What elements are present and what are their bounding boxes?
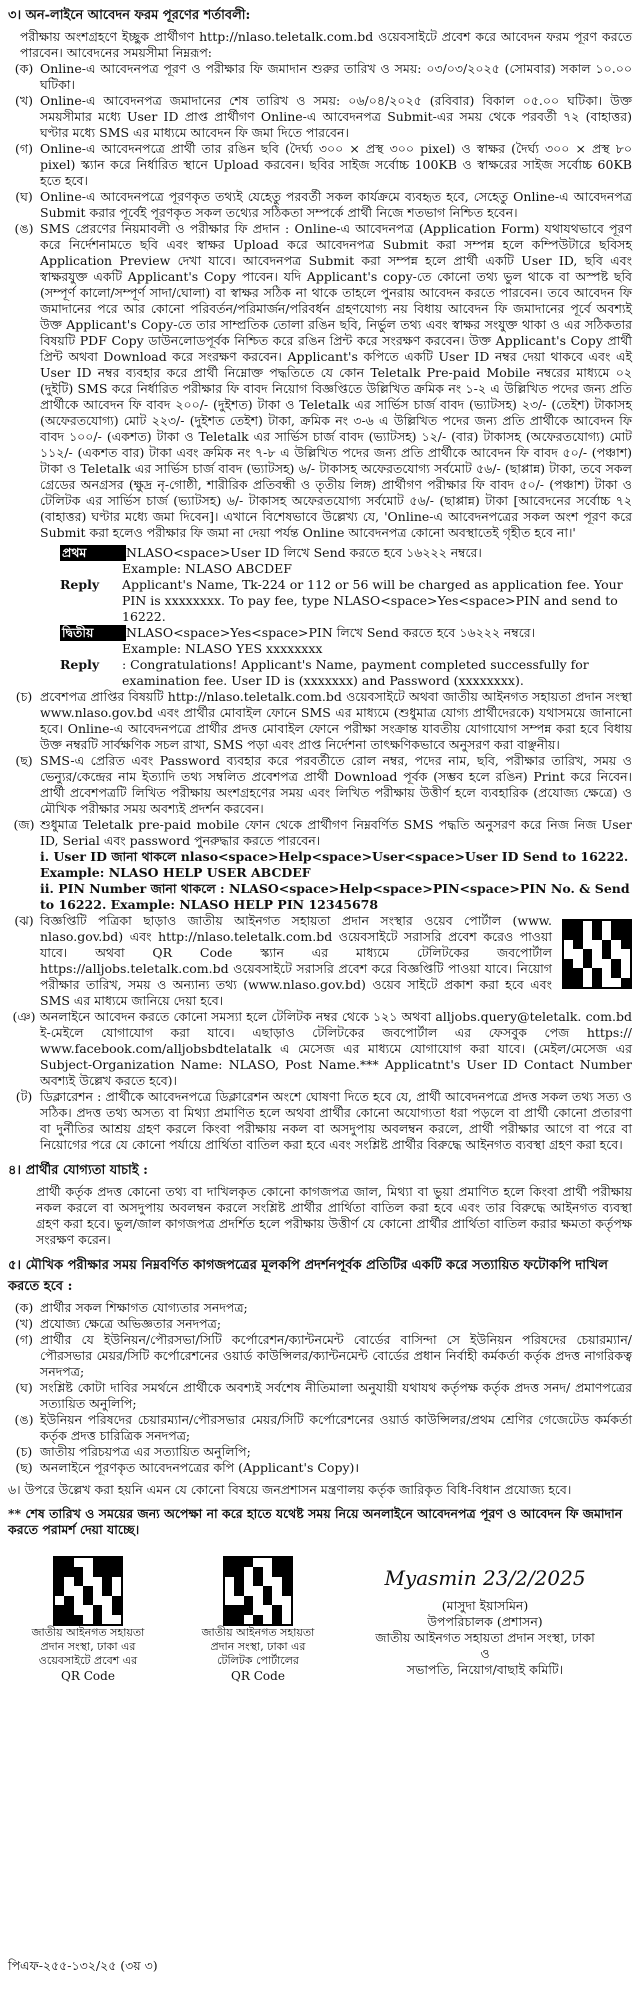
list-item <box>8 1332 632 1380</box>
recover-pin: ii. PIN Number জানা থাকলে : NLASO<space>Help<space>PIN<space>PIN No. & Send to 16222. Example: NLASO HELP PIN 12345678 <box>40 881 630 912</box>
sms-2-line: NLASO<space>Yes<space>PIN লিখে Send করতে হবে ১৬২২২ নম্বরে। <box>126 625 536 640</box>
list-item <box>8 1300 632 1316</box>
section-4-text: প্রার্থী কর্তৃক প্রদত্ত কোনো তথ্য বা দাখিলকৃত কোনো কাগজপত্র জাল, মিথ্যা বা ভুয়া প্রমাণিত হলে কিংবা প্রার্থী পরীক্ষায় নকল করলে বা অসদুপায় অবলম্বন করলে সংশ্লিষ্ট প্রার্থীর প্রার্থিতা বাতিল করা হবে এবং তার বিরুদ্ধে আইনগত ব্যবস্থা গ্রহণ করা হবে। ভুল/জাল কাগজপত্র প্রদর্শিত হলে পরীক্ষায় উত্তীর্ণ যে কোনো প্রার্থীর প্রার্থিতা বাতিল করার ক্ষমতা কর্তৃপক্ষ সংরক্ষণ করেন। <box>36 1184 632 1247</box>
item-label: (জ) <box>13 817 35 832</box>
sms-1-line: NLASO<space>User ID লিখে Send করতে হবে ১৬২২২ নম্বরে। <box>126 545 482 560</box>
sms-2-reply: : Congratulations! Applicant's Name, payment completed successfully for examination fee. User ID is (xxxxxxx) and Password (xxxxxxxx). <box>122 657 589 688</box>
section-6-text: ৬। উপরে উল্লেখ করা হয়নি এমন যে কোনো বিষয়ে জনপ্রশাসন মন্ত্রণালয় কর্তৃক জারিকৃত বিধি-বিধান প্রযোজ্য হবে। <box>8 1482 572 1497</box>
list-item <box>8 913 552 1009</box>
qr-right-icon <box>198 1556 318 1626</box>
list-item <box>8 1412 632 1444</box>
item-label: (ঘ) <box>15 1380 33 1395</box>
qr-right-caption-3: QR Code <box>231 1669 285 1683</box>
item-label: (চ) <box>15 1444 33 1459</box>
item-label: (ট) <box>15 1089 33 1104</box>
item-label: (গ) <box>15 141 33 156</box>
item-label: (গ) <box>15 1332 33 1347</box>
list-item <box>8 689 632 753</box>
item-text: প্রার্থীর যে ইউনিয়ন/পৌরসভা/সিটি কর্পোরেশন/ক্যান্টনমেন্ট বোর্ডের বাসিন্দা সে ইউনিয়ন পরিষদের চেয়ারম্যান/ পৌরসভার মেয়র/সিটি কর্পোরেশনের ওয়ার্ড কাউন্সিলর/ক্যান্টনমেন্ট বোর্ডের প্রধান নির্বাহী কর্মকর্তা কর্তৃক প্রদত্ত নাগরিকত্ব সনদপত্র; <box>40 1332 632 1379</box>
item-label: (ঝ) <box>14 913 34 928</box>
notice-page <box>8 4 632 1776</box>
section-5-heading: ৫। মৌখিক পরীক্ষার সময় নিম্নবর্ণিত কাগজপত্রের মূলকপি প্রদর্শনপূর্বক প্রতিটির একটি করে সত্যায়িত ফটোকপি দাখিল করতে হবে : <box>8 1258 608 1294</box>
qr-left-block <box>28 1556 148 1684</box>
item-label: (ছ) <box>15 1460 33 1475</box>
item-text: Online-এ আবেদনপত্র পূরণ ও পরীক্ষার ফি জমাদান শুরুর তারিখ ও সময়: ০৩/০৩/২০২৫ (সোমবার) সকাল ১০.০০ ঘটিকা। <box>40 61 632 92</box>
signatory-title: উপপরিচালক (প্রশাসন) <box>427 1614 543 1629</box>
list-item <box>8 61 632 93</box>
item-text: ইউনিয়ন পরিষদের চেয়ারম্যান/পৌরসভার মেয়র/সিটি কর্পোরেশনের ওয়ার্ড কাউন্সিলর/প্রথম শ্রেণির গেজেটেড কর্মকর্তা কর্তৃক প্রদত্ত চারিত্রিক সনদপত্র; <box>40 1412 632 1443</box>
sms-1-reply-label: Reply <box>60 577 100 592</box>
handwritten-signature: Myasmin 23/2/2025 <box>384 1566 586 1590</box>
section-3-heading: ৩। অন-লাইনে আবেদন ফরম পূরণের শর্তাবলী: <box>8 8 251 23</box>
item-text: Online-এ আবেদনপত্রে প্রার্থী তার রঙিন ছবি (দৈর্ঘ্য ৩০০ × প্রস্থ ৩০০ pixel) ও স্বাক্ষর (দৈর্ঘ্য ৩০০ × প্রস্থ ৮০ pixel) স্ক্যান করে নির্ধারিত স্থানে Upload করবেন। ছবির সাইজ সর্বোচ্চ 100KB ও স্বাক্ষরের সাইজ সর্বোচ্চ 60KB হতে হবে। <box>40 141 632 188</box>
signatory-name: (মাসুদা ইয়াসমিন) <box>441 1598 529 1613</box>
sms-2-tag: দ্বিতীয় SMS: <box>60 625 126 641</box>
qr-left-caption-3: QR Code <box>61 1669 115 1683</box>
advice-note: ** শেষ তারিখ ও সময়ের জন্য অপেক্ষা না করে হাতে যথেষ্ট সময় নিয়ে অনলাইনে আবেদনপত্র পূরণ ও আবেদন ফি জমাদান করতে পরামর্শ দেয়া যাচ্ছে। <box>8 1506 623 1537</box>
item-text: ডিক্লারেশন : প্রার্থীকে আবেদনপত্রে ডিক্লারেশন অংশে ঘোষণা দিতে হবে যে, প্রার্থী আবেদনপত্রে প্রদত্ত সকল তথ্য সত্য ও সঠিক। প্রদত্ত তথ্য অসত্য বা মিথ্যা প্রমাণিত হলে অথবা প্রার্থীর কোনো অযোগ্যতা ধরা পড়লে বা প্রার্থী কোনো প্রতারণা বা দুর্নীতির আশ্রয় গ্রহণ করলে কিংবা পরীক্ষায় নকল বা অসদুপায় অবলম্বন করলে, প্রার্থী পরীক্ষার আগে বা পরে বা নিয়োগের পরে যে কোনো পর্যায়ে প্রার্থিতা বাতিল করা হবে এবং সংশ্লিষ্ট প্রার্থীর বিরুদ্ধে আইনগত ব্যবস্থা গ্রহণ করা হবে। <box>40 1089 632 1152</box>
list-item <box>8 1316 632 1332</box>
list-item <box>8 221 632 541</box>
item-text: বিজ্ঞপ্তিটি পত্রিকা ছাড়াও জাতীয় আইনগত সহায়তা প্রদান সংস্থার ওয়েব পোর্টাল (www. nlaso.gov.bd) এবং http://nlaso.teletalk.com.bd ওয়েবসাইটে সরাসরি প্রবেশ করেও পাওয়া যাবে। অথবা QR Code স্ক্যান এর মাধ্যমে টেলিটকের জবপোর্টাল https://alljobs.teletalk.com.bd ওয়েবসাইটে সরাসরি প্রবেশ করে বিজ্ঞপ্তিটি পাওয়া যাবে। নিয়োগ পরীক্ষার তারিখ, সময় ও অন্যান্য তথ্য (www.nlaso.gov.bd) ওয়েব সাইটে প্রকাশ করা হবে এবং SMS এর মাধ্যমে জানিয়ে দেয়া হবে। <box>40 913 552 1008</box>
item-label: (ক) <box>14 1300 34 1315</box>
item-text: শুধুমাত্র Teletalk pre-paid mobile ফোন থেকে প্রার্থীগণ নিম্নবর্ণিত SMS পদ্ধতি অনুসরণ করে নিজ নিজ User ID, Serial এবং password পুনরুদ্ধার করতে পারবেন। <box>40 817 632 848</box>
item-label: (ঘ) <box>15 189 33 204</box>
document-ref: পিএফ-২৫৫-১৩২/২৫ (৩য় ৩) <box>8 1958 158 1973</box>
item-label: (খ) <box>15 1316 33 1331</box>
list-item <box>8 141 632 189</box>
item-label: (ছ) <box>15 753 33 768</box>
qr-right-block <box>198 1556 318 1684</box>
item-text: জাতীয় পরিচয়পত্র এর সত্যায়িত অনুলিপি; <box>40 1444 251 1459</box>
item-label: (ঙ) <box>14 221 34 236</box>
sms-2-example: Example: NLASO YES xxxxxxxx <box>122 641 323 656</box>
list-item <box>8 93 632 141</box>
recover-user-id: i. User ID জানা থাকলে nlaso<space>Help<space>User<space>User ID Send to 16222. Example: NLASO HELP USER ABCDEF <box>40 849 629 880</box>
item-text: SMS প্রেরণের নিয়মাবলী ও পরীক্ষার ফি প্রদান : Online-এ আবেদনপত্র (Application Form) যথাযথভাবে পূরণ করে নির্দেশনামতে ছবি এবং স্বাক্ষর Upload করে আবেদনপত্র Submit করা সম্পন্ন হলে কম্পিউটারে ছবিসহ Application Preview দেখা যাবে। আবেদনপত্র Submit করা সম্পন্ন হলে প্রার্থী একটি User ID, ছবি এবং স্বাক্ষরযুক্ত একটি Applicant's Copy পাবেন। যদি Applicant's copy-তে কোনো তথ্য ভুল থাকে বা অস্পষ্ট ছবি (সম্পূর্ণ কালো/সম্পূর্ণ সাদা/ঘোলা) বা স্বাক্ষর সঠিক না থাকে তাহলে পুনরায় আবেদন করতে পারবেন। তবে আবেদন ফি জমাদানের পরে আর কোনো পরিবর্তন/পরিমার্জন/পরিবর্ধন গ্রহণযোগ্য নয় বিধায় আবেদন ফি জমাদানের পূর্বে অবশ্যই উক্ত Applicant's Copy-তে তার সাম্প্রতিক তোলা রঙিন ছবি, নির্ভুল তথ্য এবং স্বাক্ষর সংযুক্ত থাকা ও এর সঠিকতার বিষয়টি PDF Copy ডাউনলোডপূর্বক নিশ্চিত করে রঙিন প্রিন্ট করে সংরক্ষণ করবেন। উক্ত Applicant's Copy প্রার্থী প্রিন্ট অথবা Download করে সংরক্ষণ করবেন। Applicant's কপিতে একটি User ID নম্বর দেয়া থাকবে এবং এই User ID নম্বর ব্যবহার করে প্রার্থী নিম্নোক্ত পদ্ধতিতে যে কোন Teletalk Pre-paid Mobile নম্বরের মাধ্যমে ০২ (দুইটি) SMS করে নির্ধারিত পরীক্ষার ফি বাবদ নিয়োগ বিজ্ঞপ্তিতে উল্লিখিত ক্রমিক নং ১-২ এ উল্লিখিত পদের জন্য প্রতি প্রার্থীকে আবেদন ফি বাবদ ২০০/- (দুইশত) টাকা ও Teletalk এর সার্ভিস চার্জ বাবদ (ভ্যাটসহ) ২৩/- (তেইশ) টাকাসহ (অফেরতযোগ্য) মোট ২২৩/- (দুইশত তেইশ) টাকা, ক্রমিক নং ৩-৬ এ উল্লিখিত পদের জন্য প্রতি প্রার্থীকে আবেদন ফি বাবদ ১০০/- (একশত) টাকা ও Teletalk এর সার্ভিস চার্জ বাবদ (ভ্যাটসহ) ১২/- (বার) টাকাসহ (অফেরতযোগ্য) মোট ১১২/- (একশত বার) টাকা এবং ক্রমিক নং ৭-৮ এ উল্লিখিত পদের জন্য প্রতি প্রার্থীকে আবেদন ফি বাবদ ৫০/- (পঞ্চাশ) টাকা ও Teletalk এর সার্ভিস চার্জ বাবদ (ভ্যাটসহ) ৬/- টাকাসহ অফেরতযোগ্য সর্বমোট ৫৬/- (ছাপ্পান্ন) টাকা, তবে সকল গ্রেডের অনগ্রসর (ক্ষুদ্র নৃ-গোষ্ঠী, শারীরিক প্রতিবন্ধী ও তৃতীয় লিঙ্গ) প্রার্থীগণ পরীক্ষার ফি বাবদ ৫০/- (পঞ্চাশ) টাকা ও টেলিটক এর সার্ভিস চার্জ (ভ্যাটসহ) ৬/- টাকাসহ অফেরতযোগ্য সর্বমোট ৫৬/- (ছাপ্পান্ন) টাকা [আবেদনের সর্বোচ্চ ৭২ (বাহাত্তর) ঘণ্টার মধ্যে জমা দিবেন]। এখানে বিশেষভাবে উল্লেখ্য যে, 'Online-এ আবেদনপত্রের সকল অংশ পূরণ করে Submit করা হলেও পরীক্ষার ফি জমা না দেয়া পর্যন্ত Online আবেদনপত্র কোনো অবস্থাতেই গৃহীত হবে না।' <box>40 221 632 540</box>
qr-left-icon <box>28 1556 148 1626</box>
sms-1-tag: প্রথম SMS: <box>60 545 126 561</box>
qr-left-caption-1: জাতীয় আইনগত সহায়তা প্রদান সংস্থা, ঢাকা এর <box>31 1626 145 1653</box>
qr-right-caption-1: জাতীয় আইনগত সহায়তা প্রদান সংস্থা, ঢাকা এর <box>201 1626 315 1653</box>
item-text: প্রযোজ্য ক্ষেত্রে অভিজ্ঞতার সনদপত্র; <box>40 1316 222 1331</box>
item-label: (ঞ) <box>12 1009 36 1024</box>
list-item <box>8 1089 632 1153</box>
qr-left-caption-2: ওয়েবসাইটে প্রবেশ এর <box>38 1654 138 1667</box>
item-text: প্রবেশপত্র প্রাপ্তির বিষয়টি http://nlaso.teletalk.com.bd ওয়েবসাইটে অথবা জাতীয় আইনগত সহায়তা প্রদান সংস্থা www.nlaso.gov.bd এবং প্রার্থীর মোবাইল ফোনে SMS এর মাধ্যমে (শুধুমাত্র যোগ্য প্রার্থীদেরকে) যথাসময়ে জানানো হবে। Online-এ আবেদনপত্রে প্রার্থীর প্রদত্ত মোবাইল ফোনে পরীক্ষা সংক্রান্ত যাবতীয় যোগাযোগ সম্পন্ন করা হবে বিধায় উক্ত নম্বরটি সার্বক্ষণিক সচল রাখা, SMS পড়া এবং প্রাপ্ত নির্দেশনা তাৎক্ষণিকভাবে অনুসরণ করা বাঞ্ছনীয়। <box>40 689 632 752</box>
item-text: Online-এ আবেদনপত্র জমাদানের শেষ তারিখ ও সময়: ০৬/০৪/২০২৫ (রবিবার) বিকাল ০৫.০০ ঘটিকা। উক্ত সময়সীমার মধ্যে User ID প্রাপ্ত প্রার্থীগণ Online-এ আবেদনপত্র Submit-এর সময় থেকে পরবর্তী ৭২ (বাহাত্তর) ঘণ্টার মধ্যে SMS এর মাধ্যমে আবেদন ফি জমা দিতে পারবেন। <box>40 93 632 140</box>
signatory-committee: সভাপতি, নিয়োগ/বাছাই কমিটি। <box>406 1662 564 1677</box>
item-label: (চ) <box>15 689 33 704</box>
item-text: প্রার্থীর সকল শিক্ষাগত যোগ্যতার সনদপত্র; <box>40 1300 248 1315</box>
qr-right-caption-2: টেলিটক পোর্টালের <box>217 1654 299 1667</box>
item-label: (ঙ) <box>14 1412 34 1427</box>
list-item <box>8 189 632 221</box>
list-item <box>8 1460 632 1476</box>
item-label: (খ) <box>15 93 33 108</box>
item-text: অনলাইনে পূরণকৃত আবেদনপত্রের কপি (Applicant's Copy)। <box>40 1460 360 1475</box>
section-4-heading: ৪। প্রার্থীর যোগ্যতা যাচাই : <box>8 1163 148 1178</box>
section-3-intro: পরীক্ষায় অংশগ্রহণে ইচ্ছুক প্রার্থীগণ http://nlaso.teletalk.com.bd ওয়েবসাইটে প্রবেশ করে আবেদন ফরম পূরণ করতে পারবেন। আবেদনের সময়সীমা নিম্নরূপ: <box>20 29 632 60</box>
item-label: (ক) <box>14 61 34 76</box>
sms-1-reply: Applicant's Name, Tk-224 or 112 or 56 will be charged as application fee. Your PIN is xxxxxxxx. To pay fee, type NLASO<space>Yes<space>PIN and send to 16222. <box>122 577 623 624</box>
item-text: Online-এ আবেদনপত্রে পূরণকৃত তথ্যই যেহেতু পরবর্তী সকল কার্যক্রমে ব্যবহৃত হবে, সেহেতু Online-এ আবেদনপত্র Submit করার পূর্বেই পূরণকৃত সকল তথ্যের সঠিকতা সম্পর্কে প্রার্থী নিজে শতভাগ নিশ্চিত হবেন। <box>40 189 632 220</box>
qr-code-icon <box>562 919 632 989</box>
signature-block <box>338 1566 632 1678</box>
sms-1-example: Example: NLASO ABCDEF <box>122 561 292 576</box>
item-text: SMS-এ প্রেরিত এবং Password ব্যবহার করে পরবর্তীতে রোল নম্বর, পদের নাম, ছবি, পরীক্ষার তারিখ, সময় ও ভেন্যুর/কেন্দ্রের নাম ইত্যাদি তথ্য সম্বলিত প্রবেশপত্র প্রার্থী Download পূর্বক (সম্ভব হলে রঙিন) Print করে নিবেন। প্রার্থী প্রবেশপত্রটি লিখিত পরীক্ষায় অংশগ্রহণের সময় এবং লিখিত পরীক্ষায় উত্তীর্ণ হলে ব্যবহারিক (প্রযোজ্য ক্ষেত্রে) ও মৌখিক পরীক্ষার সময় অবশ্যই প্রদর্শন করবেন। <box>40 753 632 816</box>
list-item <box>8 1444 632 1460</box>
signatory-and: ও <box>480 1646 490 1661</box>
item-text: সংশ্লিষ্ট কোটা দাবির সমর্থনে প্রার্থীকে অবশ্যই সর্বশেষ নীতিমালা অনুযায়ী যথাযথ কর্তৃপক্ষ কর্তৃক প্রদত্ত সনদ/ প্রমাণপত্রের সত্যায়িত অনুলিপি; <box>40 1380 632 1411</box>
list-item <box>8 1380 632 1412</box>
list-item <box>8 817 632 849</box>
list-item <box>8 753 632 817</box>
item-text: অনলাইনে আবেদন করতে কোনো সমস্যা হলে টেলিটক নম্বর থেকে ১২১ অথবা alljobs.query@teletalk. com.bd ই-মেইলে যোগাযোগ করা যাবে। এছাড়াও টেলিটকের জবপোর্টাল এর ফেসবুক পেজ https:// www.facebook.com/alljobsbdtelatalk এ মেসেজ এর মাধ্যমে যোগাযোগ করা যাবে। (মেইল/মেসেজ এর Subject-Organization Name: NLASO, Post Name.*** Applicatnt's User ID Contact Number অবশ্যই উল্লেখ করতে হবে)। <box>40 1009 632 1088</box>
sms-2-reply-label: Reply <box>60 657 100 672</box>
list-item <box>8 1009 632 1089</box>
signatory-org: জাতীয় আইনগত সহায়তা প্রদান সংস্থা, ঢাকা <box>375 1630 595 1645</box>
